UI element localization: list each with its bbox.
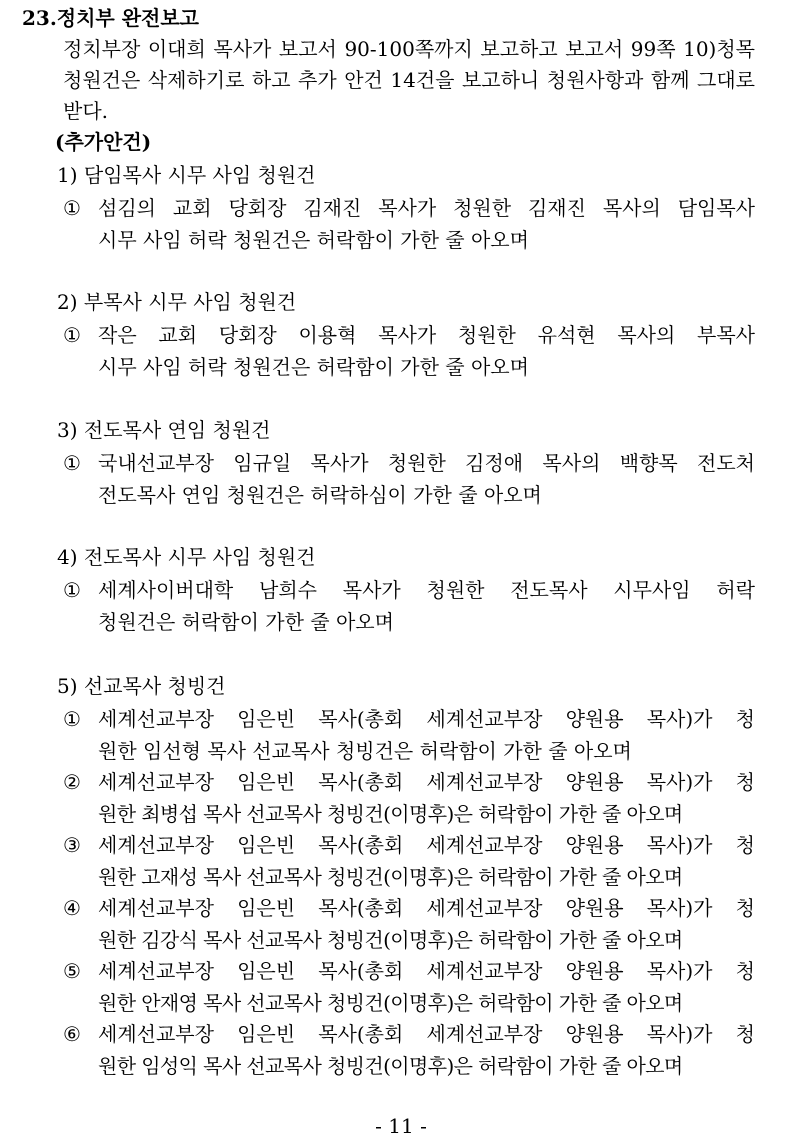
item-text: 세계선교부장 임은빈 목사(총회 세계선교부장 양원용 목사)가 청	[98, 959, 755, 983]
item-marker: ⑤	[63, 959, 81, 983]
item-text: 세계선교부장 임은빈 목사(총회 세계선교부장 양원용 목사)가 청	[98, 1022, 755, 1046]
item-text: 세계선교부장 임은빈 목사(총회 세계선교부장 양원용 목사)가 청	[98, 833, 755, 857]
item-text: 전도목사 연임 청원건은 허락하심이 가한 줄 아오며	[98, 483, 542, 507]
item-heading: 3) 전도목사 연임 청원건	[57, 418, 271, 442]
item-text: 작은 교회 당회장 이용혁 목사가 청원한 유석현 목사의 부목사	[98, 323, 755, 347]
item-marker: ③	[63, 833, 81, 857]
item-heading: 4) 전도목사 시무 사임 청원건	[57, 545, 316, 569]
item-text: 국내선교부장 임규일 목사가 청원한 김정애 목사의 백향목 전도처	[98, 451, 755, 475]
intro-line: 청원건은 삭제하기로 하고 추가 안건 14건을 보고하니 청원사항과 함께 그대로	[63, 68, 755, 92]
item-text: 세계사이버대학 남희수 목사가 청원한 전도목사 시무사임 허락	[98, 578, 755, 602]
section-title: 23.정치부 완전보고	[22, 6, 199, 30]
item-text: 섬김의 교회 당회장 김재진 목사가 청원한 김재진 목사의 담임목사	[98, 196, 755, 220]
intro-line: 정치부장 이대희 목사가 보고서 90-100쪽까지 보고하고 보고서 99쪽 10)청목	[63, 37, 755, 61]
item-marker: ①	[63, 196, 81, 220]
item-marker: ①	[63, 323, 81, 347]
item-text: 원한 김강식 목사 선교목사 청빙건(이명후)은 허락함이 가한 줄 아오며	[98, 928, 683, 952]
item-marker: ⑥	[63, 1022, 81, 1046]
item-text: 세계선교부장 임은빈 목사(총회 세계선교부장 양원용 목사)가 청	[98, 707, 755, 731]
item-text: 원한 임선형 목사 선교목사 청빙건은 허락함이 가한 줄 아오며	[98, 739, 632, 763]
item-text: 세계선교부장 임은빈 목사(총회 세계선교부장 양원용 목사)가 청	[98, 770, 755, 794]
item-text: 원한 임성익 목사 선교목사 청빙건(이명후)은 허락함이 가한 줄 아오며	[98, 1054, 683, 1078]
item-text: 시무 사임 허락 청원건은 허락함이 가한 줄 아오며	[98, 355, 529, 379]
additional-heading: (추가안건)	[55, 130, 152, 154]
item-text: 원한 최병섭 목사 선교목사 청빙건(이명후)은 허락함이 가한 줄 아오며	[98, 802, 683, 826]
item-marker: ①	[63, 578, 81, 602]
item-heading: 1) 담임목사 시무 사임 청원건	[57, 163, 316, 187]
item-marker: ④	[63, 896, 81, 920]
item-text: 원한 고재성 목사 선교목사 청빙건(이명후)은 허락함이 가한 줄 아오며	[98, 865, 683, 889]
item-text: 시무 사임 허락 청원건은 허락함이 가한 줄 아오며	[98, 228, 529, 252]
item-text: 원한 안재영 목사 선교목사 청빙건(이명후)은 허락함이 가한 줄 아오며	[98, 991, 683, 1015]
item-heading: 5) 선교목사 청빙건	[57, 674, 226, 698]
item-marker: ②	[63, 770, 81, 794]
item-text: 세계선교부장 임은빈 목사(총회 세계선교부장 양원용 목사)가 청	[98, 896, 755, 920]
item-text: 청원건은 허락함이 가한 줄 아오며	[98, 610, 394, 634]
item-heading: 2) 부목사 시무 사임 청원건	[57, 290, 297, 314]
item-marker: ①	[63, 707, 81, 731]
page-number: - 11 -	[375, 1114, 427, 1138]
item-marker: ①	[63, 451, 81, 475]
intro-line: 받다.	[63, 99, 108, 123]
